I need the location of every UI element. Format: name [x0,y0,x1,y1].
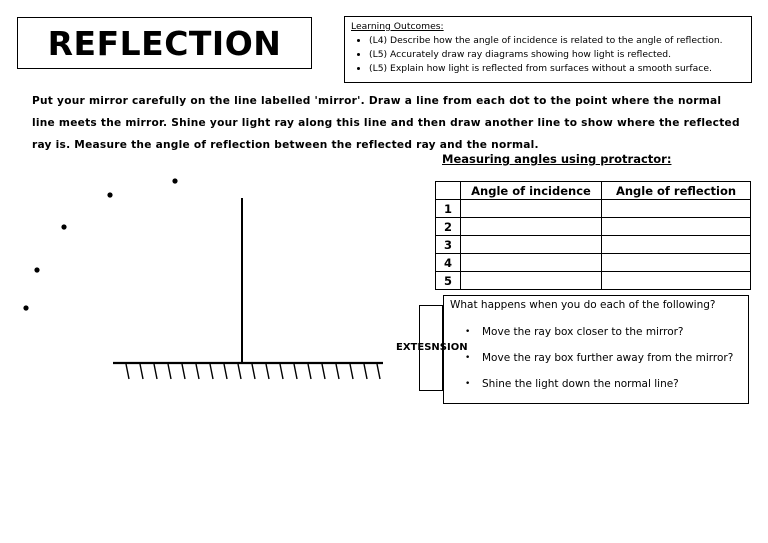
learning-outcomes-box [344,16,752,83]
page-title: REFLECTION [47,23,282,63]
table-row [436,236,751,254]
table-corner-cell [436,182,461,200]
learning-outcome-item: • (L5) Accurately draw ray diagrams showing how light is reflected. [369,48,745,62]
row-number: 5 [436,272,461,290]
incidence-cell[interactable] [461,254,602,272]
incidence-cell[interactable] [461,200,602,218]
extension-box [443,295,749,404]
extension-item: • Shine the light down the normal line? [482,371,742,397]
header-angle-of-reflection: Angle of reflection [602,182,751,200]
incidence-cell[interactable] [461,218,602,236]
ray-diagram [0,150,400,390]
table-row [436,272,751,290]
incidence-dot[interactable] [172,178,177,183]
reflection-cell[interactable] [602,200,751,218]
table-row [436,254,751,272]
learning-outcomes-heading: Learning Outcomes: [351,21,444,32]
table-row [436,218,751,236]
learning-outcome-item: • (L5) Explain how light is reflected from surfaces without a smooth surface. [369,62,745,76]
learning-outcome-item: • (L4) Describe how the angle of incidence is related to the angle of reflection. [369,34,745,48]
extension-question: What happens when you do each of the following? [450,299,716,311]
incidence-dot[interactable] [107,192,112,197]
row-number: 3 [436,236,461,254]
extension-item: • Move the ray box closer to the mirror? [482,319,742,345]
learning-outcomes-list [351,34,745,76]
incidence-dot[interactable] [34,267,39,272]
header-angle-of-incidence: Angle of incidence [461,182,602,200]
mirror-line [113,363,383,379]
extension-label: EXTESNSION [396,342,468,353]
row-number: 1 [436,200,461,218]
incidence-cell[interactable] [461,236,602,254]
table-header-row [436,182,751,200]
reflection-cell[interactable] [602,218,751,236]
protractor-heading: Measuring angles using protractor: [442,152,672,166]
extension-item: • Move the ray box further away from the mirror? [482,345,742,371]
angles-table [435,181,751,290]
reflection-cell[interactable] [602,254,751,272]
reflection-cell[interactable] [602,236,751,254]
incidence-cell[interactable] [461,272,602,290]
row-number: 4 [436,254,461,272]
reflection-cell[interactable] [602,272,751,290]
incidence-dot[interactable] [61,224,66,229]
table-row [436,200,751,218]
title-box [17,17,312,69]
row-number: 2 [436,218,461,236]
incidence-dot[interactable] [23,305,28,310]
instructions-text: Put your mirror carefully on the line labelled 'mirror'. Draw a line from each dot to the point where the normal line meets the mirror. Shine your light ray along this line and then draw another line to show where the reflected ray is. Measure the angle of reflection between the reflected ray and the normal. [32,95,740,151]
extension-list [450,319,742,397]
